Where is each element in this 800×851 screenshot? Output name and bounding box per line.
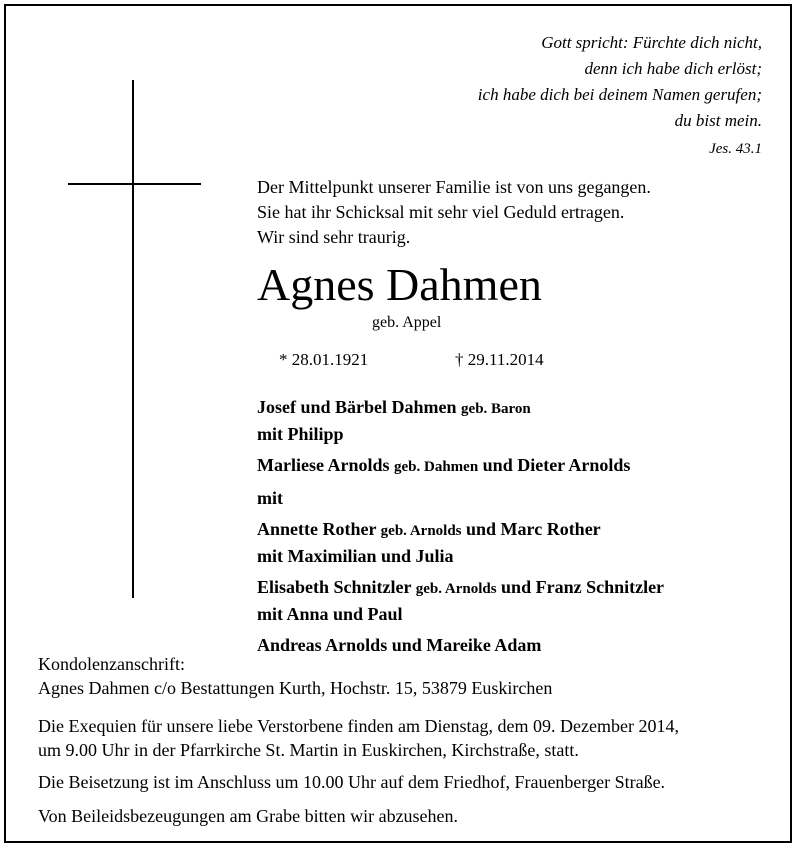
maiden-name: geb. Appel (372, 314, 442, 331)
mourner-name: Marliese Arnolds (257, 455, 390, 475)
mourner-nee: geb. Baron (461, 401, 531, 417)
intro-line: Sie hat ihr Schicksal mit sehr viel Geduld ertragen. (257, 202, 625, 222)
cross-icon (132, 80, 134, 598)
mourner-line: mit (257, 488, 283, 508)
mourner-nee: geb. Arnolds (380, 523, 462, 539)
condolence-address (38, 652, 552, 700)
closing-note: Von Beileidsbezeugungen am Grabe bitten wir abzusehen. (38, 806, 459, 826)
mourner-line: mit Maximilian und Julia (257, 546, 454, 566)
mourner-name: Josef und Bärbel Dahmen (257, 397, 457, 417)
mourner-line: mit Philipp (257, 424, 344, 444)
bible-verse (478, 30, 762, 162)
mourner-partner: und Marc Rother (466, 519, 601, 539)
mourner-line: mit Anna und Paul (257, 604, 403, 624)
verse-line: ich habe dich bei deinem Namen gerufen; (477, 85, 762, 104)
burial-info: Die Beisetzung ist im Anschluss um 10.00 Uhr auf dem Friedhof, Frauenberger Straße. (38, 772, 666, 792)
mourner-nee: geb. Dahmen (394, 459, 479, 475)
mourner-line (257, 453, 664, 480)
verse-line: du bist mein. (674, 111, 762, 130)
mourner-partner: und Dieter Arnolds (482, 455, 631, 475)
cross-icon-bar (68, 183, 201, 185)
service-info (38, 714, 679, 762)
condolence-label: Kondolenzanschrift: (38, 654, 185, 674)
intro-text (257, 175, 651, 250)
intro-line: Der Mittelpunkt unserer Familie ist von uns gegangen. (257, 177, 651, 197)
verse-line: denn ich habe dich erlöst; (584, 59, 762, 78)
deceased-name: Agnes Dahmen (257, 259, 542, 310)
mourner-line: Andreas Arnolds und Mareike Adam (257, 635, 542, 655)
mourner-line (257, 575, 664, 602)
mourner-name: Annette Rother (257, 519, 377, 539)
mourner-line (257, 395, 664, 422)
condolence-text: Agnes Dahmen c/o Bestattungen Kurth, Hochstr. 15, 53879 Euskirchen (38, 678, 553, 698)
mourner-partner: und Franz Schnitzler (501, 577, 665, 597)
verse-line: Gott spricht: Fürchte dich nicht, (541, 33, 762, 52)
service-line: Die Exequien für unsere liebe Verstorbene finden am Dienstag, dem 09. Dezember 2014, (38, 716, 679, 736)
verse-reference: Jes. 43.1 (709, 141, 762, 157)
mourner-nee: geb. Arnolds (415, 581, 497, 597)
service-line: um 9.00 Uhr in der Pfarrkirche St. Martin in Euskirchen, Kirchstraße, statt. (38, 740, 579, 760)
death-date: † 29.11.2014 (455, 350, 544, 369)
mourner-name: Elisabeth Schnitzler (257, 577, 412, 597)
intro-line: Wir sind sehr traurig. (257, 227, 411, 247)
mourners-list (257, 395, 664, 658)
mourner-line (257, 517, 664, 544)
birth-date: * 28.01.1921 (279, 350, 369, 369)
